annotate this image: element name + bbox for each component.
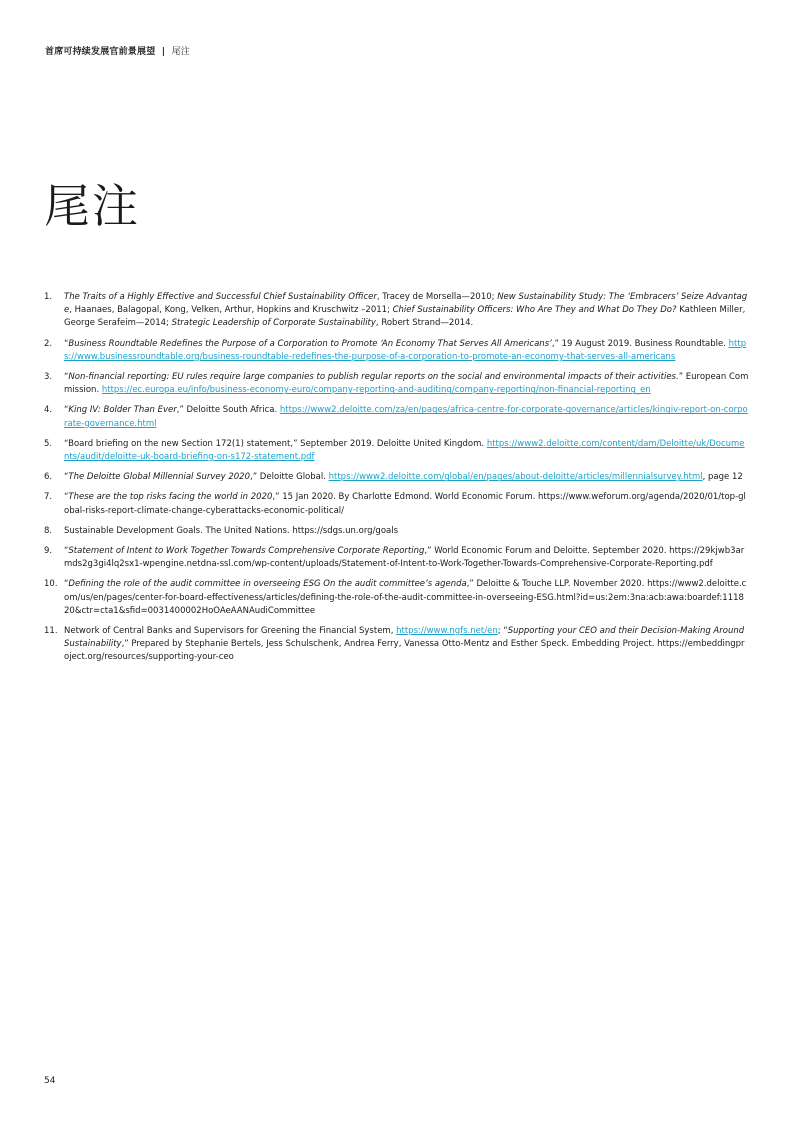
endnote-number: 7. — [44, 492, 53, 503]
citation-link[interactable]: https://www.businessroundtable.org/business-roundtable-redefines-the-purpose-of-a-corporation-to-promote-an-economy-that-serves-all-americans — [64, 338, 747, 362]
citation-link[interactable]: https://www.ngfs.net/en — [396, 626, 498, 637]
citation-text: Sustainable Development Goals. The United Nations. https://sdgs.un.org/goals — [64, 525, 399, 536]
endnote-7 — [44, 491, 749, 517]
endnote-text — [64, 438, 749, 464]
citation-title: The Traits of a Highly Effective and Successful Chief Sustainability Officer — [64, 292, 377, 302]
citation-text: Kathleen Miller, George Serafeim—2014; — [64, 305, 746, 329]
citation-text: ,” Deloitte & Touche LLP. November 2020. https://www2.deloitte.com/us/en/pages/center-for-board-effectiveness/articles/defining-the-role-of-the-audit-committee-in-overseeing-ESG.html?id=us:2em:3na:acb:awa:boardef:111820&ctr=cta1&sfid=0031400002HoOAeAANAudiCommittee — [64, 579, 747, 616]
citation-text: ,” Prepared by Stephanie Bertels, Jess Schulschenk, Andrea Ferry, Vanessa Otto-Mentz and Esther Speck. Embedding Project. https://embeddingproject.org/resources/supporting-your-ceo — [64, 639, 745, 663]
page-title: 尾注 — [44, 179, 140, 233]
endnote-9 — [44, 545, 749, 571]
citation-title: These are the top risks facing the world in 2020 — [68, 492, 273, 503]
citation-text: ,” Deloitte South Africa. — [176, 405, 280, 416]
citation-text: ,” World Economic Forum and Deloitte. September 2020. https://29kjwb3armds2g3gi4lq2sx1-wpengine.netdna-ssl.com/wp-content/uploads/Statement-of-Intent-to-Work-Together-Towards-Comprehensive-Corporate-Reporting.pdf — [64, 546, 745, 570]
citation-text: “ — [64, 492, 69, 503]
publication-title: 首席可持续发展官前景展望 — [45, 47, 156, 57]
citation-text: ; “ — [497, 626, 508, 637]
endnote-number: 8. — [44, 525, 53, 536]
endnote-4 — [44, 404, 749, 430]
endnote-text — [64, 491, 749, 517]
citation-text: Network of Central Banks and Supervisors for Greening the Financial System, — [64, 626, 397, 637]
endnote-text — [64, 625, 749, 665]
endnote-number: 10. — [44, 579, 58, 590]
endnote-2 — [44, 338, 749, 364]
running-header — [45, 44, 190, 57]
endnote-number: 5. — [44, 438, 53, 449]
citation-text: “ — [64, 372, 69, 383]
endnote-number: 11. — [44, 626, 58, 637]
endnote-text — [64, 371, 749, 397]
citation-link[interactable]: https://www2.deloitte.com/content/dam/Deloitte/uk/Documents/audit/deloitte-uk-board-briefing-on-s172-statement.pdf — [64, 438, 745, 463]
endnote-number: 2. — [44, 338, 53, 349]
endnote-number: 6. — [44, 472, 53, 483]
citation-title: New Sustainability Study: The ‘Embracers’ Seize Advantage — [64, 292, 748, 316]
citation-title: Strategic Leadership of Corporate Sustainability — [171, 318, 376, 329]
citation-title: Supporting your CEO and their Decision-Making Around Sustainability — [64, 626, 745, 650]
endnote-number: 4. — [44, 405, 53, 416]
endnotes-list — [44, 291, 749, 672]
endnote-number: 1. — [44, 292, 53, 302]
header-section: 尾注 — [171, 47, 190, 57]
citation-text: “ — [64, 405, 69, 416]
endnote-10 — [44, 578, 749, 618]
citation-link[interactable]: https://www2.deloitte.com/global/en/pages/about-deloitte/articles/millennialsurvey.html — [328, 472, 703, 483]
page-number: 54 — [44, 1076, 56, 1086]
citation-title: Business Roundtable Redefines the Purpose of a Corporation to Promote ‘An Economy That Serves All Americans’ — [68, 338, 552, 349]
citation-link[interactable]: https://www2.deloitte.com/za/en/pages/africa-centre-for-corporate-governance/articles/kingiv-report-on-corporate-governance.html — [64, 405, 748, 429]
citation-title: King IV: Bolder Than Ever — [68, 405, 177, 416]
citation-title: Defining the role of the audit committee in overseeing ESG On the audit committee’s agenda — [68, 579, 467, 590]
citation-text: ,” 19 August 2019. Business Roundtable. — [551, 338, 729, 349]
endnote-8 — [44, 525, 749, 538]
endnote-text — [64, 578, 749, 618]
citation-text: “ — [64, 579, 69, 590]
citation-text: “Board briefing on the new Section 172(1) statement,” September 2019. Deloitte United Kingdom. — [64, 438, 487, 449]
citation-text: , Robert Strand—2014. — [375, 318, 474, 329]
citation-text: “ — [64, 472, 69, 483]
citation-text: ,” 15 Jan 2020. By Charlotte Edmond. World Economic Forum. https://www.weforum.org/agenda/2020/01/top-global-risks-report-climate-change-cyberattacks-economic-political/ — [64, 492, 746, 516]
endnote-3 — [44, 371, 749, 397]
citation-text: , Tracey de Morsella—2010; — [376, 292, 498, 302]
citation-text: “ — [64, 338, 69, 349]
citation-text: ” European Commission. — [64, 372, 749, 396]
citation-link[interactable]: https://ec.europa.eu/info/business-economy-euro/company-reporting-and-auditing/company-reporting/non-financial-reporting_en — [101, 385, 651, 396]
endnote-text — [64, 404, 749, 430]
endnote-6 — [44, 471, 749, 484]
endnote-text — [64, 471, 749, 484]
citation-text: “ — [64, 546, 69, 557]
citation-title: Statement of Intent to Work Together Towards Comprehensive Corporate Reporting — [68, 546, 425, 557]
endnote-text — [64, 545, 749, 571]
citation-title: The Deloitte Global Millennial Survey 2020 — [68, 472, 250, 483]
endnote-text — [64, 525, 749, 538]
citation-text: , Haanaes, Balagopal, Kong, Velken, Arthur, Hopkins and Kruschwitz –2011; — [69, 305, 393, 316]
endnote-1 — [44, 291, 749, 331]
endnote-text — [64, 338, 749, 364]
citation-title: Chief Sustainability Officers: Who Are They and What Do They Do? — [392, 305, 677, 316]
citation-text: ,” Deloitte Global. — [250, 472, 329, 483]
endnote-5 — [44, 438, 749, 464]
endnote-text — [64, 291, 749, 331]
endnote-number: 9. — [44, 546, 53, 557]
header-separator: | — [161, 47, 166, 57]
endnote-11 — [44, 625, 749, 665]
endnote-number: 3. — [44, 372, 53, 383]
citation-title: Non-financial reporting: EU rules require large companies to publish regular reports on the social and environmental impacts of their activities. — [68, 372, 679, 383]
citation-text: , page 12 — [702, 472, 743, 483]
